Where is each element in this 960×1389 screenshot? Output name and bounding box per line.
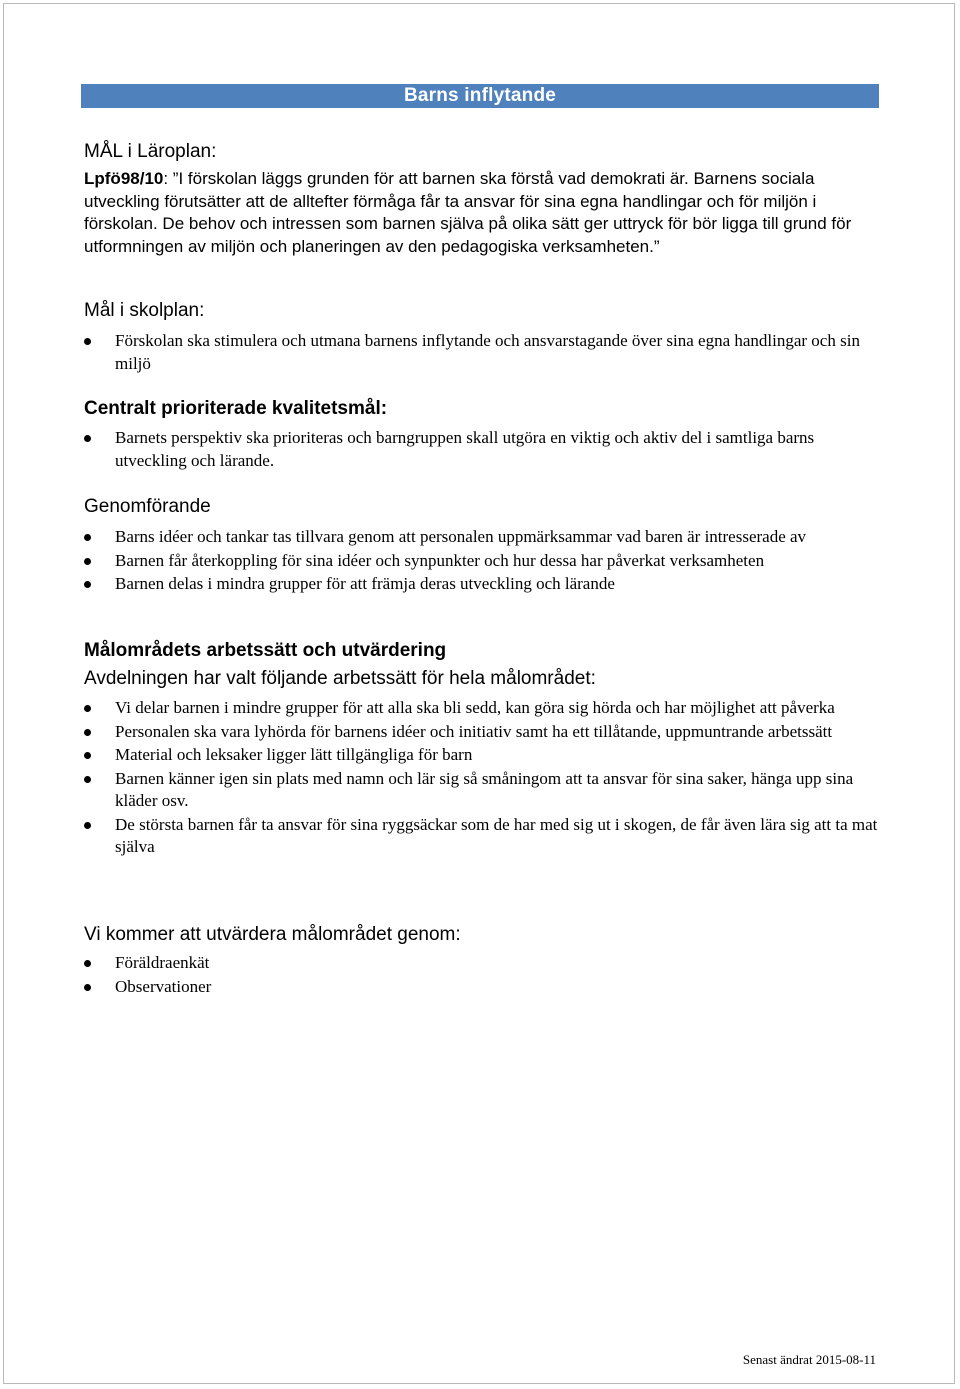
bullet-icon <box>84 338 91 345</box>
skolplan-heading: Mål i skolplan: <box>84 300 205 321</box>
bullet-icon <box>84 776 91 783</box>
list-item <box>84 697 884 720</box>
list-item <box>84 330 884 375</box>
list-item <box>84 976 884 999</box>
skolplan-list <box>84 330 884 376</box>
list-item <box>84 721 884 744</box>
bullet-icon <box>84 435 91 442</box>
kvalitetsmal-heading: Centralt prioriterade kvalitetsmål: <box>84 398 388 419</box>
list-item-text: Barnen delas i mindra grupper för att främja deras utveckling och lärande <box>115 574 615 593</box>
utvardering-heading: Vi kommer att utvärdera målområdet genom: <box>84 924 461 945</box>
laroplan-heading: MÅL i Läroplan: <box>84 141 217 162</box>
list-item-text: Barnets perspektiv ska prioriteras och barngruppen skall utgöra en viktig och aktiv del i samtliga barns utveckling och lärande. <box>115 428 815 470</box>
list-item-text: Personalen ska vara lyhörda för barnens idéer och initiativ samt ha ett tillåtande, uppmuntrande arbetssätt <box>115 721 833 741</box>
last-modified-footer: Senast ändrat 2015-08-11 <box>742 1352 876 1367</box>
bullet-icon <box>84 581 91 588</box>
bullet-icon <box>84 705 91 712</box>
bullet-icon <box>84 960 91 967</box>
laroplan-quote: : ”I förskolan läggs grunden för att barnen ska förstå vad demokrati är. Barnens sociala utveckling förutsätter att de alltefter förmåga får ta ansvar för sina egna handlingar och för miljön i förskolan. De behov och intressen som barnen själva på olika sätt ger uttryck för bör ligga till grund för utformningen av miljön och planeringen av den pedagogiska verksamheten.” <box>84 169 852 256</box>
bullet-icon <box>84 752 91 759</box>
list-item-text: Observationer <box>115 976 212 996</box>
bullet-icon <box>84 822 91 829</box>
laroplan-reference: Lpfö98/10 <box>84 169 164 188</box>
list-item-text: De största barnen får ta ansvar för sina ryggsäckar som de har med sig ut i skogen, de får även lära sig att ta mat själva <box>115 814 878 856</box>
list-item-text: Förskolan ska stimulera och utmana barnens inflytande och ansvarstagande över sina egna handlingar och sin miljö <box>115 331 860 373</box>
list-item-text: Barnen får återkoppling för sina idéer och synpunkter och hur dessa har påverkat verksamheten <box>115 550 765 570</box>
list-item-text: Vi delar barnen i mindre grupper för att alla ska bli sedd, kan göra sig hörda och har möjlighet att påverka <box>115 698 835 717</box>
genomforande-heading: Genomförande <box>84 496 211 517</box>
list-item <box>84 573 884 596</box>
list-item <box>84 526 884 549</box>
arbetssatt-heading: Målområdets arbetssätt och utvärdering <box>84 640 447 661</box>
arbetssatt-subheading: Avdelningen har valt följande arbetssätt för hela målområdet: <box>84 668 596 689</box>
arbetssatt-list <box>84 697 884 860</box>
bullet-icon <box>84 558 91 565</box>
genomforande-list <box>84 526 884 597</box>
list-item <box>84 744 884 767</box>
list-item <box>84 814 884 859</box>
bullet-icon <box>84 984 91 991</box>
laroplan-paragraph <box>84 168 884 258</box>
kvalitetsmal-list <box>84 427 884 473</box>
list-item <box>84 550 884 573</box>
bullet-icon <box>84 534 91 541</box>
list-item <box>84 427 884 472</box>
page-title: Barns inflytande <box>81 84 879 108</box>
bullet-icon <box>84 729 91 736</box>
list-item-text: Material och leksaker ligger lätt tillgängliga för barn <box>115 745 473 764</box>
list-item-text: Barns idéer och tankar tas tillvara genom att personalen uppmärksammar vad baren är intresserade av <box>115 527 807 546</box>
utvardering-list <box>84 952 884 999</box>
list-item-text: Föräldraenkät <box>115 953 210 972</box>
list-item-text: Barnen känner igen sin plats med namn och lär sig så småningom att ta ansvar för sina saker, hänga upp sina kläder osv. <box>115 768 854 810</box>
list-item <box>84 768 884 813</box>
list-item <box>84 952 884 975</box>
